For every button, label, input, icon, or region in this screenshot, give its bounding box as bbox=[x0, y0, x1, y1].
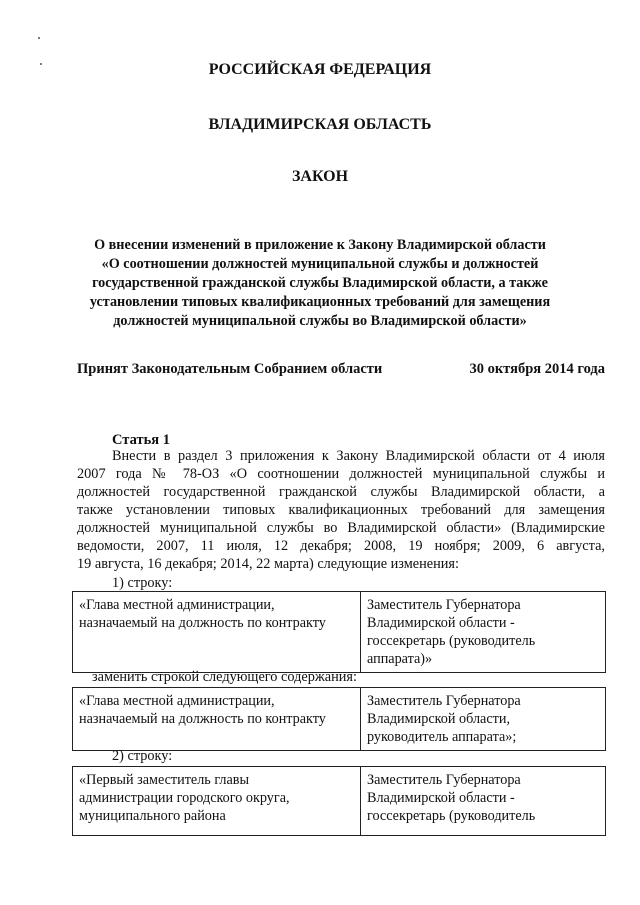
subject-line: «О соотношении должностей муниципальной службы и должностей bbox=[101, 256, 539, 272]
article-body bbox=[77, 447, 605, 573]
country-heading: РОССИЙСКАЯ ФЕДЕРАЦИЯ bbox=[208, 61, 432, 78]
cell-line: «Глава местной администрации, bbox=[79, 693, 275, 709]
subject-line: О внесении изменений в приложение к Закону Владимирской области bbox=[94, 237, 546, 253]
equivalent-position-cell bbox=[361, 688, 606, 751]
adopted-date: 30 октября 2014 года bbox=[469, 361, 605, 377]
replace-label: заменить строкой следующего содержания: bbox=[92, 669, 357, 685]
cell-line: Владимирской области, bbox=[367, 711, 510, 727]
subject-line: государственной гражданской службы Владимирской области, а также bbox=[92, 275, 548, 291]
cell-line: Заместитель Губернатора bbox=[367, 693, 521, 709]
law-subject bbox=[60, 236, 580, 331]
adoption-line bbox=[77, 361, 605, 378]
cell-line: «Первый заместитель главы bbox=[79, 772, 250, 788]
equivalent-position-cell bbox=[361, 592, 606, 673]
cell-line: назначаемый на должность по контракту bbox=[79, 711, 326, 727]
item-1-label: 1) строку: bbox=[112, 575, 173, 591]
article-line: Внести в раздел 3 приложения к Закону Владимирской области от 4 июля bbox=[112, 448, 605, 464]
cell-line: муниципального района bbox=[79, 808, 226, 824]
cell-line: госсекретарь (руководитель bbox=[367, 633, 536, 649]
position-cell bbox=[73, 688, 361, 751]
cell-line: Владимирской области - bbox=[367, 615, 515, 631]
scan-speck bbox=[38, 37, 40, 39]
subject-line: установлении типовых квалификационных требований для замещения bbox=[89, 294, 551, 310]
table-2 bbox=[72, 687, 606, 751]
article-line: также установлении типовых квалификационных требований для замещения bbox=[77, 502, 605, 518]
table-1 bbox=[72, 591, 606, 673]
article-line: 2007 года № 78-ОЗ «О соотношении должностей муниципальной службы и bbox=[77, 466, 605, 482]
table-row bbox=[73, 688, 606, 751]
position-cell bbox=[73, 592, 361, 673]
adopted-by: Принят Законодательным Собранием области bbox=[77, 361, 383, 377]
item-2-label: 2) строку: bbox=[112, 748, 173, 764]
cell-line: «Глава местной администрации, bbox=[79, 597, 275, 613]
table-row bbox=[73, 592, 606, 673]
article-line: 19 августа, 16 декабря; 2014, 22 марта) следующие изменения: bbox=[77, 556, 459, 572]
region-heading: ВЛАДИМИРСКАЯ ОБЛАСТЬ bbox=[208, 116, 432, 133]
table-3 bbox=[72, 766, 606, 836]
article-title: Статья 1 bbox=[112, 432, 170, 448]
cell-line: администрации городского округа, bbox=[79, 790, 290, 806]
article-line: должностей государственной гражданской службы Владимирской области, а bbox=[77, 484, 605, 500]
position-cell bbox=[73, 767, 361, 836]
table-row bbox=[73, 767, 606, 836]
cell-line: Владимирской области - bbox=[367, 790, 515, 806]
cell-line: руководитель аппарата»; bbox=[367, 729, 517, 745]
article-line: ведомости, 2007, 11 июля, 12 декабря; 2008, 19 ноября; 2009, 6 августа, bbox=[77, 538, 605, 554]
equivalent-position-cell bbox=[361, 767, 606, 836]
article-line: должностей муниципальной службы во Владимирской области» (Владимирские bbox=[77, 520, 605, 536]
subject-line: должностей муниципальной службы во Владимирской области» bbox=[113, 313, 527, 329]
cell-line: госсекретарь (руководитель bbox=[367, 808, 536, 824]
cell-line: назначаемый на должность по контракту bbox=[79, 615, 326, 631]
doc-type-heading: ЗАКОН bbox=[291, 168, 349, 185]
cell-line: Заместитель Губернатора bbox=[367, 772, 521, 788]
cell-line: Заместитель Губернатора bbox=[367, 597, 521, 613]
cell-line: аппарата)» bbox=[367, 651, 433, 667]
